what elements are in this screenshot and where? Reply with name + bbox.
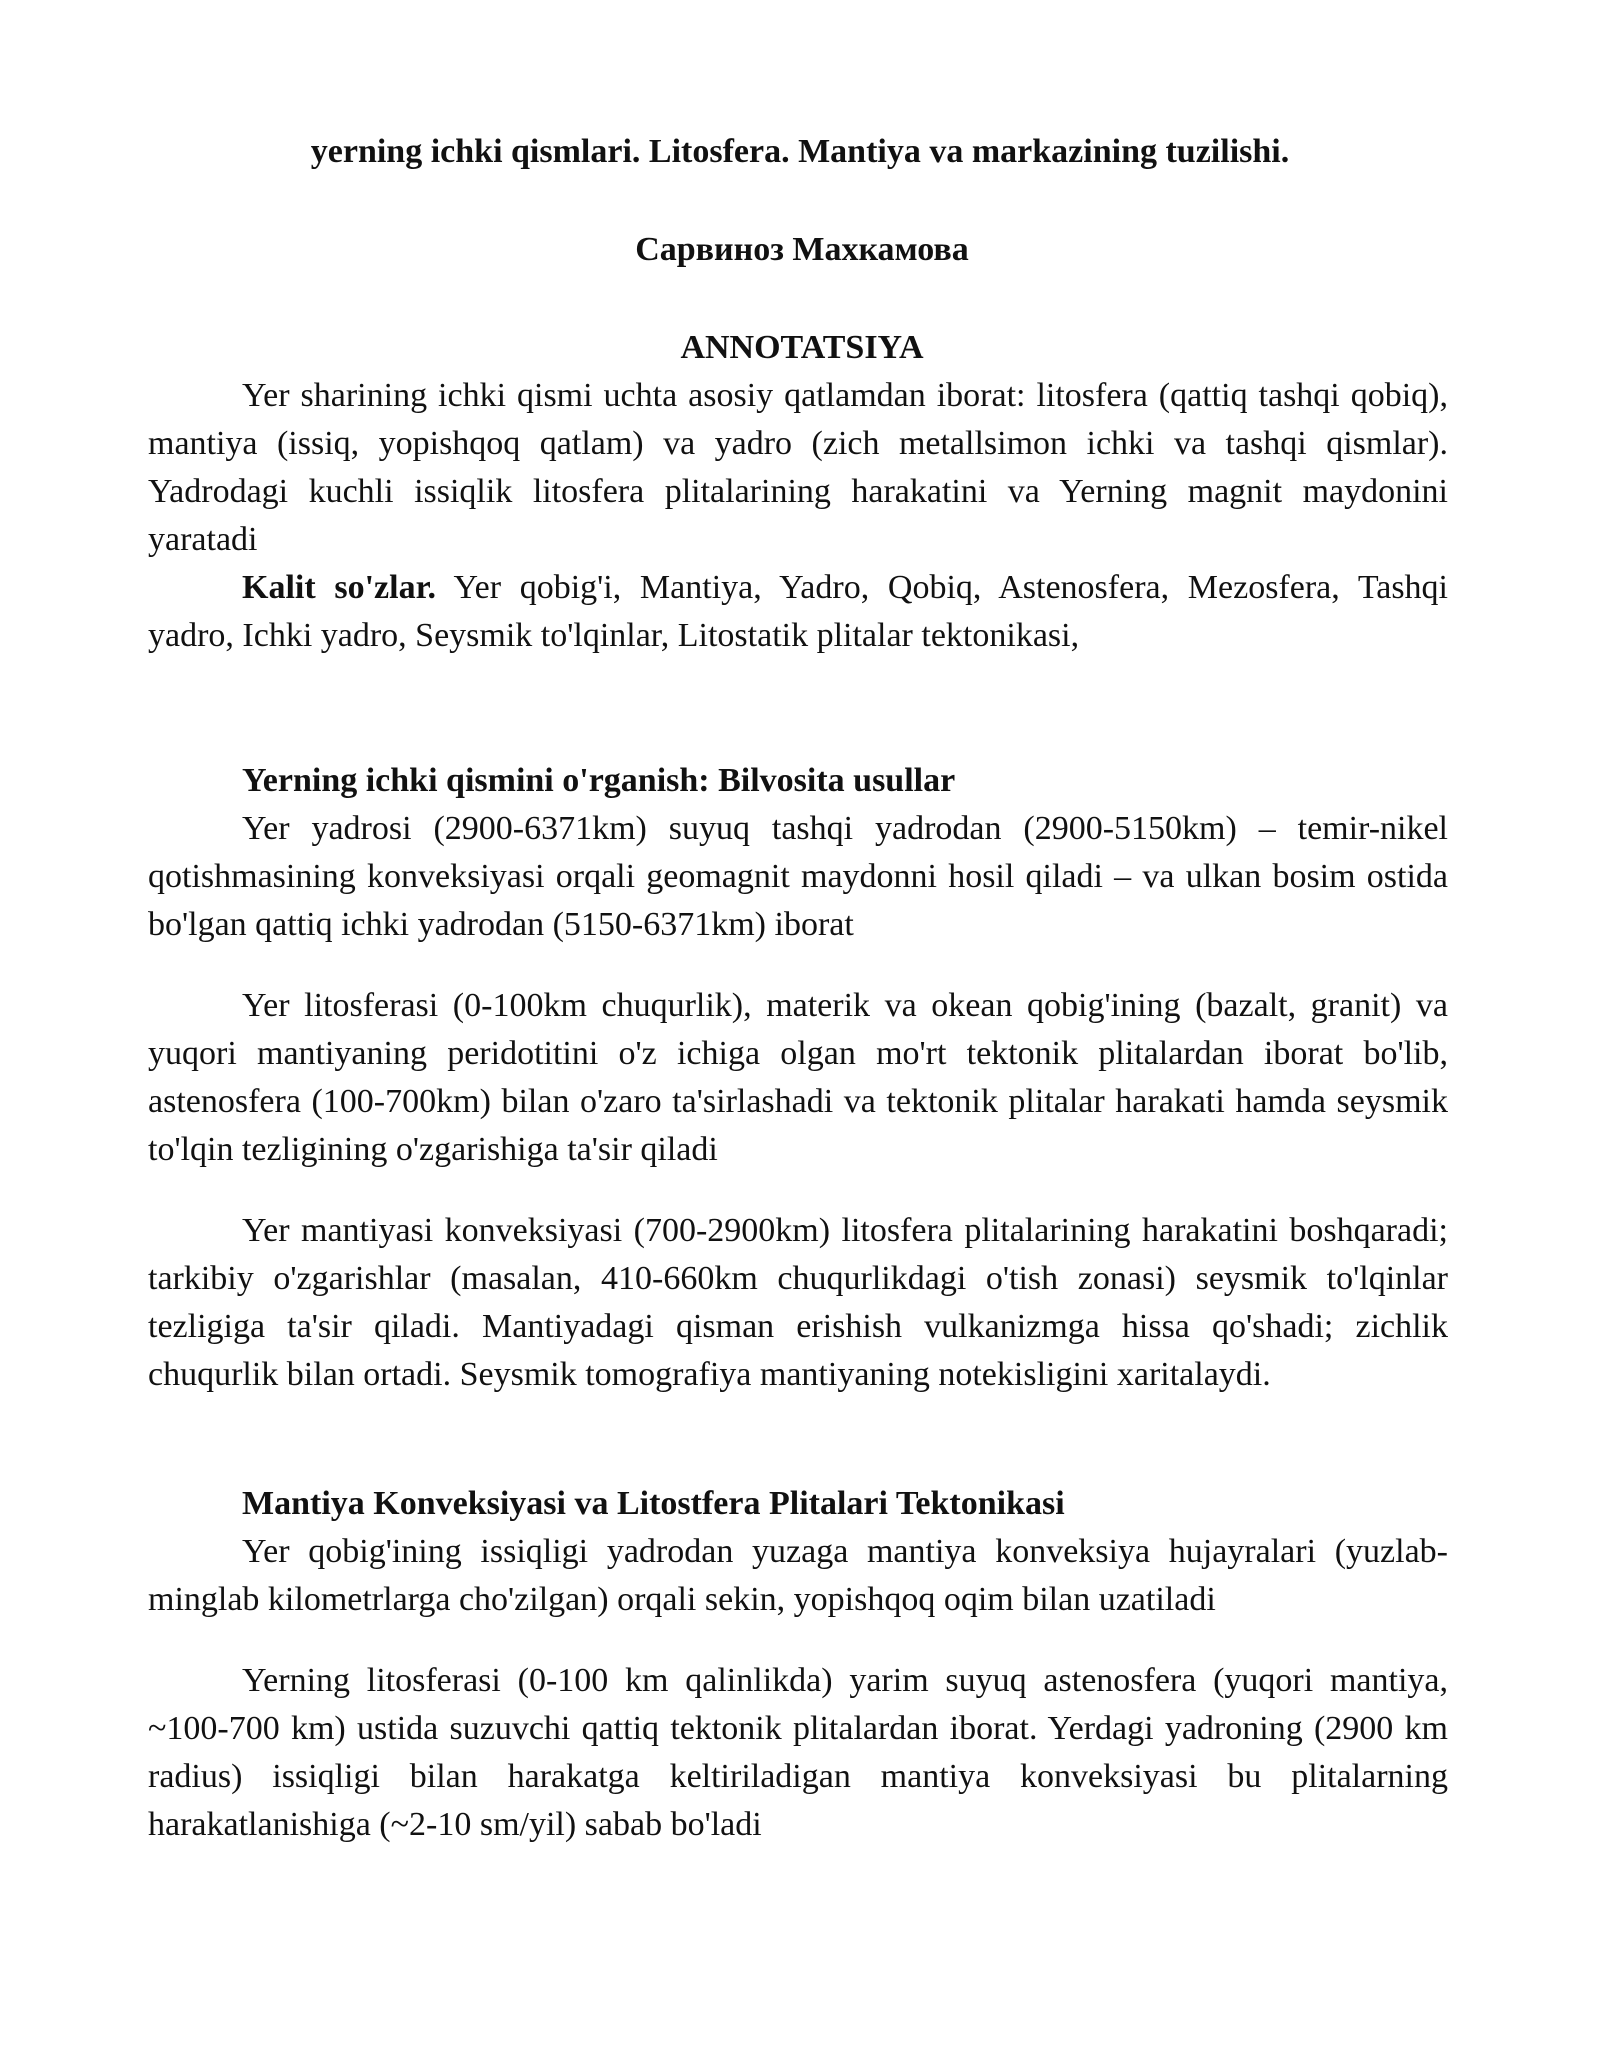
section-heading-indirect-methods: Yerning ichki qismini o'rganish: Bilvosita usullar bbox=[242, 762, 956, 799]
document-page bbox=[148, 128, 1448, 1849]
section-1-paragraph-3: Yer mantiyasi konveksiyasi (700-2900km) litosfera plitalarining harakatini boshqaradi; tarkibiy o'zgarishlar (masalan, 410-660km chuqurlikdagi o'tish zonasi) seysmik to'lqinlar tezligiga ta'sir qiladi. Mantiyadagi qisman erishish vulkanizmga hissa qo'shadi; zichlik chuqurlik bilan ortadi. Seysmik tomografiya mantiyaning notekisligini xaritalaydi. bbox=[148, 1212, 1448, 1393]
keywords-paragraph bbox=[148, 564, 1448, 660]
section-heading-mantle-convection: Mantiya Konveksiyasi va Litostfera Plitalari Tektonikasi bbox=[242, 1485, 1065, 1522]
keywords-label: Kalit so'zlar. bbox=[242, 569, 437, 606]
section-2-paragraph-2: Yerning litosferasi (0-100 km qalinlikda) yarim suyuq astenosfera (yuqori mantiya, ~100-700 km) ustida suzuvchi qattiq tektonik plitalardan iborat. Yerdagi yadroning (2900 km radius) issiqligi bilan harakatga keltiriladigan mantiya konveksiyasi bu plitalarning harakatlanishiga (~2-10 sm/yil) sabab bo'ladi bbox=[148, 1662, 1448, 1843]
keywords-text: Yer qobig'i, Mantiya, Yadro, Qobiq, Astenosfera, Mezosfera, Tashqi yadro, Ichki yadro, Seysmik to'lqinlar, Litostatik plitalar tektonikasi, bbox=[148, 569, 1448, 654]
abstract-heading: ANNOTATSIYA bbox=[680, 329, 924, 366]
document-title: yerning ichki qismlari. Litosfera. Mantiya va markazining tuzilishi. bbox=[310, 133, 1290, 170]
author-name: Сарвиноз Махкамова bbox=[635, 231, 969, 268]
section-2-paragraph-1: Yer qobig'ining issiqligi yadrodan yuzaga mantiya konveksiya hujayralari (yuzlab-minglab kilometrlarga cho'zilgan) orqali sekin, yopishqoq oqim bilan uzatiladi bbox=[148, 1533, 1448, 1618]
section-1-paragraph-2: Yer litosferasi (0-100km chuqurlik), materik va okean qobig'ining (bazalt, granit) va yuqori mantiyaning peridotitini o'z ichiga olgan mo'rt tektonik plitalardan iborat bo'lib, astenosfera (100-700km) bilan o'zaro ta'sirlashadi va tektonik plitalar harakati hamda seysmik to'lqin tezligining o'zgarishiga ta'sir qiladi bbox=[148, 987, 1448, 1168]
section-1-paragraph-1: Yer yadrosi (2900-6371km) suyuq tashqi yadrodan (2900-5150km) – temir-nikel qotishmasining konveksiyasi orqali geomagnit maydonni hosil qiladi – va ulkan bosim ostida bo'lgan qattiq ichki yadrodan (5150-6371km) iborat bbox=[148, 810, 1448, 943]
abstract-text: Yer sharining ichki qismi uchta asosiy qatlamdan iborat: litosfera (qattiq tashqi qobiq), mantiya (issiq, yopishqoq qatlam) va yadro (zich metallsimon ichki va tashqi qismlar). Yadrodagi kuchli issiqlik litosfera plitalarining harakatini va Yerning magnit maydonini yaratadi bbox=[148, 377, 1448, 558]
